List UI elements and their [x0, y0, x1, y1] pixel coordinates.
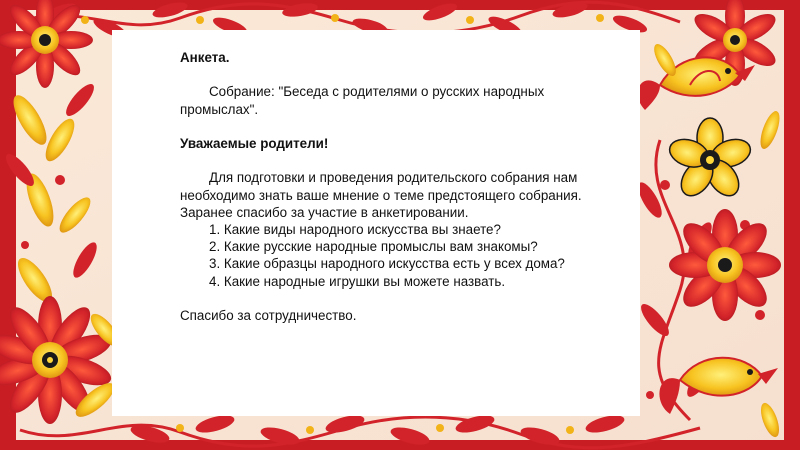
- question-1: 1. Какие виды народного искусства вы знаете?: [209, 221, 501, 237]
- spacer: [180, 152, 600, 169]
- closing: Спасибо за сотрудничество.: [180, 307, 357, 323]
- greeting: Уважаемые родители!: [180, 135, 329, 151]
- question-2: 2. Какие русские народные промыслы вам знакомы?: [209, 239, 538, 255]
- heading: Анкета.: [180, 50, 230, 65]
- question-4: 4. Какие народные игрушки вы можете назвать.: [209, 273, 506, 289]
- spacer: [180, 290, 600, 307]
- question-3: 3. Какие образцы народного искусства есть у всех дома?: [209, 256, 565, 272]
- spacer: [180, 66, 600, 83]
- meeting-topic: Собрание: "Беседа с родителями о русских народных промыслах".: [180, 84, 545, 117]
- questionnaire: [180, 49, 600, 324]
- intro-paragraph: Для подготовки и проведения родительского собрания нам необходимо знать ваше мнение о теме предстоящего собрания. Заранее спасибо за участие в анкетировании.: [180, 170, 582, 220]
- spacer: [180, 118, 600, 135]
